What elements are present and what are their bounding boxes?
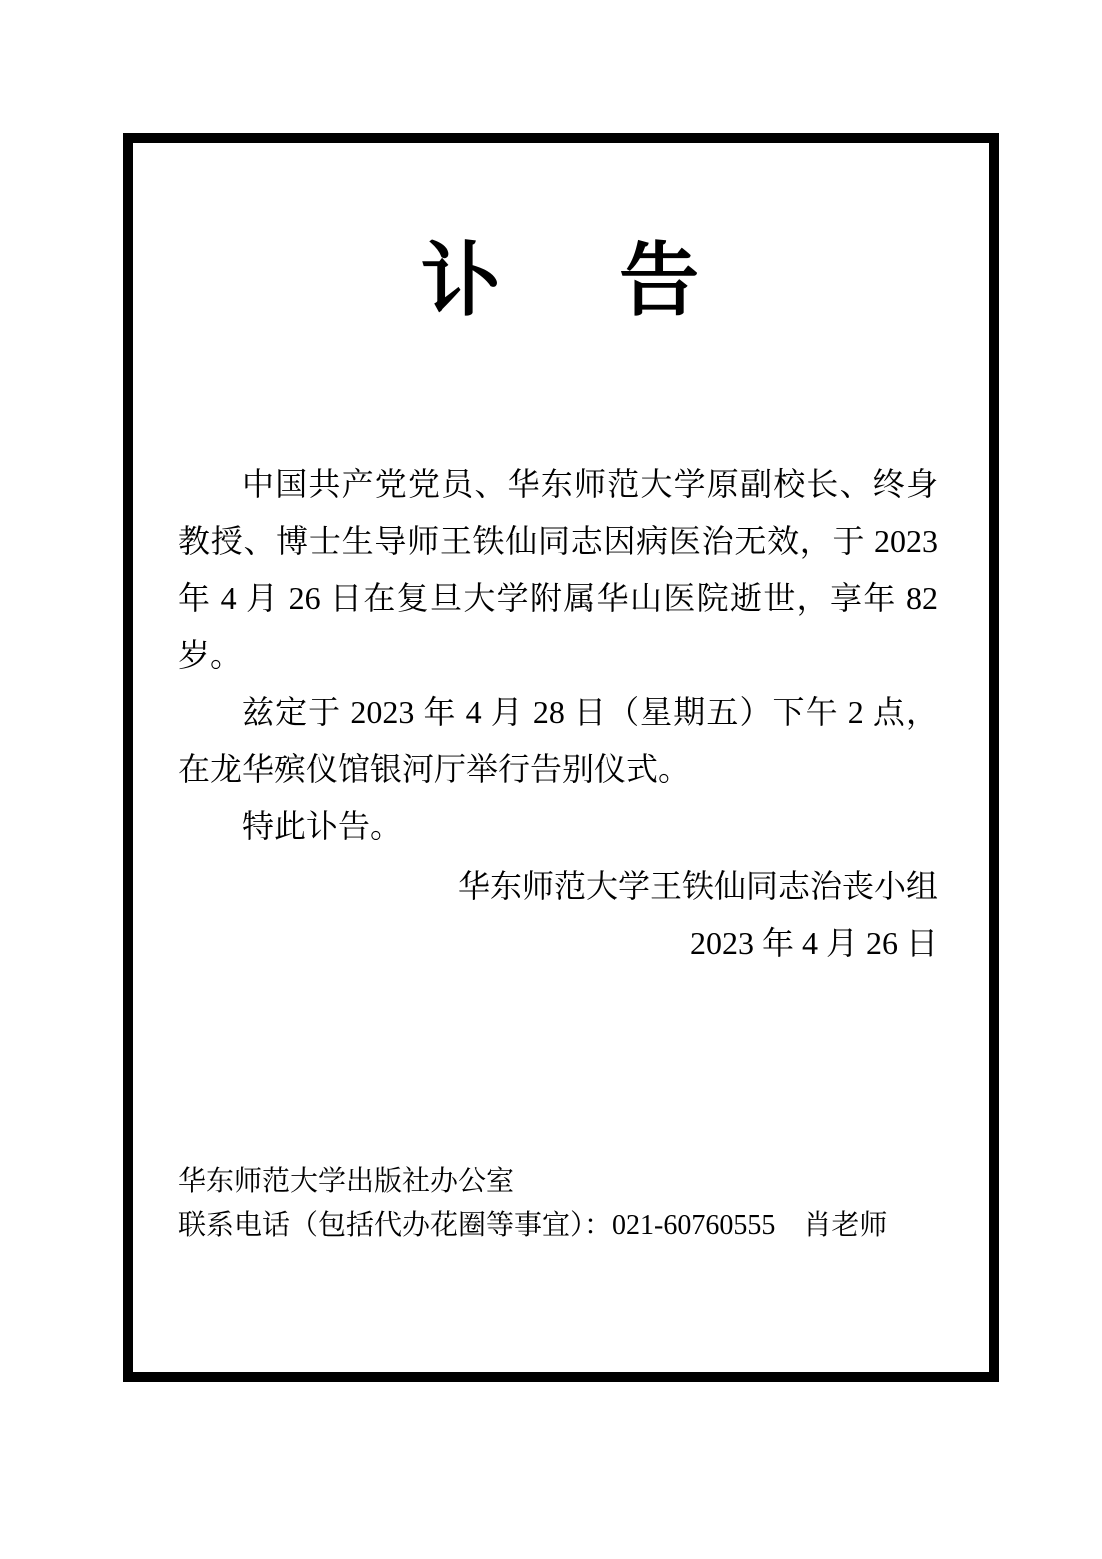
footer-block: [178, 1160, 938, 1248]
footer-contact: 联系电话（包括代办花圈等事宜）：021-60760555 肖老师: [178, 1210, 888, 1241]
notice-title: 讣 告: [420, 236, 702, 325]
paragraph-farewell-ceremony: 兹定于 2023 年 4 月 28 日（星期五）下午 2 点，在龙华殡仪馆银河厅举行告别仪式。: [178, 694, 938, 787]
signature-committee: 华东师范大学王铁仙同志治丧小组: [457, 868, 938, 904]
paragraph-closing: 特此讣告。: [242, 808, 403, 844]
border-frame: [123, 133, 999, 1382]
paragraph-death-announcement: 中国共产党党员、华东师范大学原副校长、终身教授、博士生导师王铁仙同志因病医治无效，于 2023 年 4 月 26 日在复旦大学附属华山医院逝世，享年 82 岁。: [178, 466, 938, 673]
signature-block: [178, 858, 938, 972]
footer-office: 华东师范大学出版社办公室: [178, 1166, 515, 1197]
notice-body: [178, 456, 938, 855]
frame-content: [133, 143, 989, 1372]
signature-date: 2023 年 4 月 26 日: [689, 925, 938, 961]
